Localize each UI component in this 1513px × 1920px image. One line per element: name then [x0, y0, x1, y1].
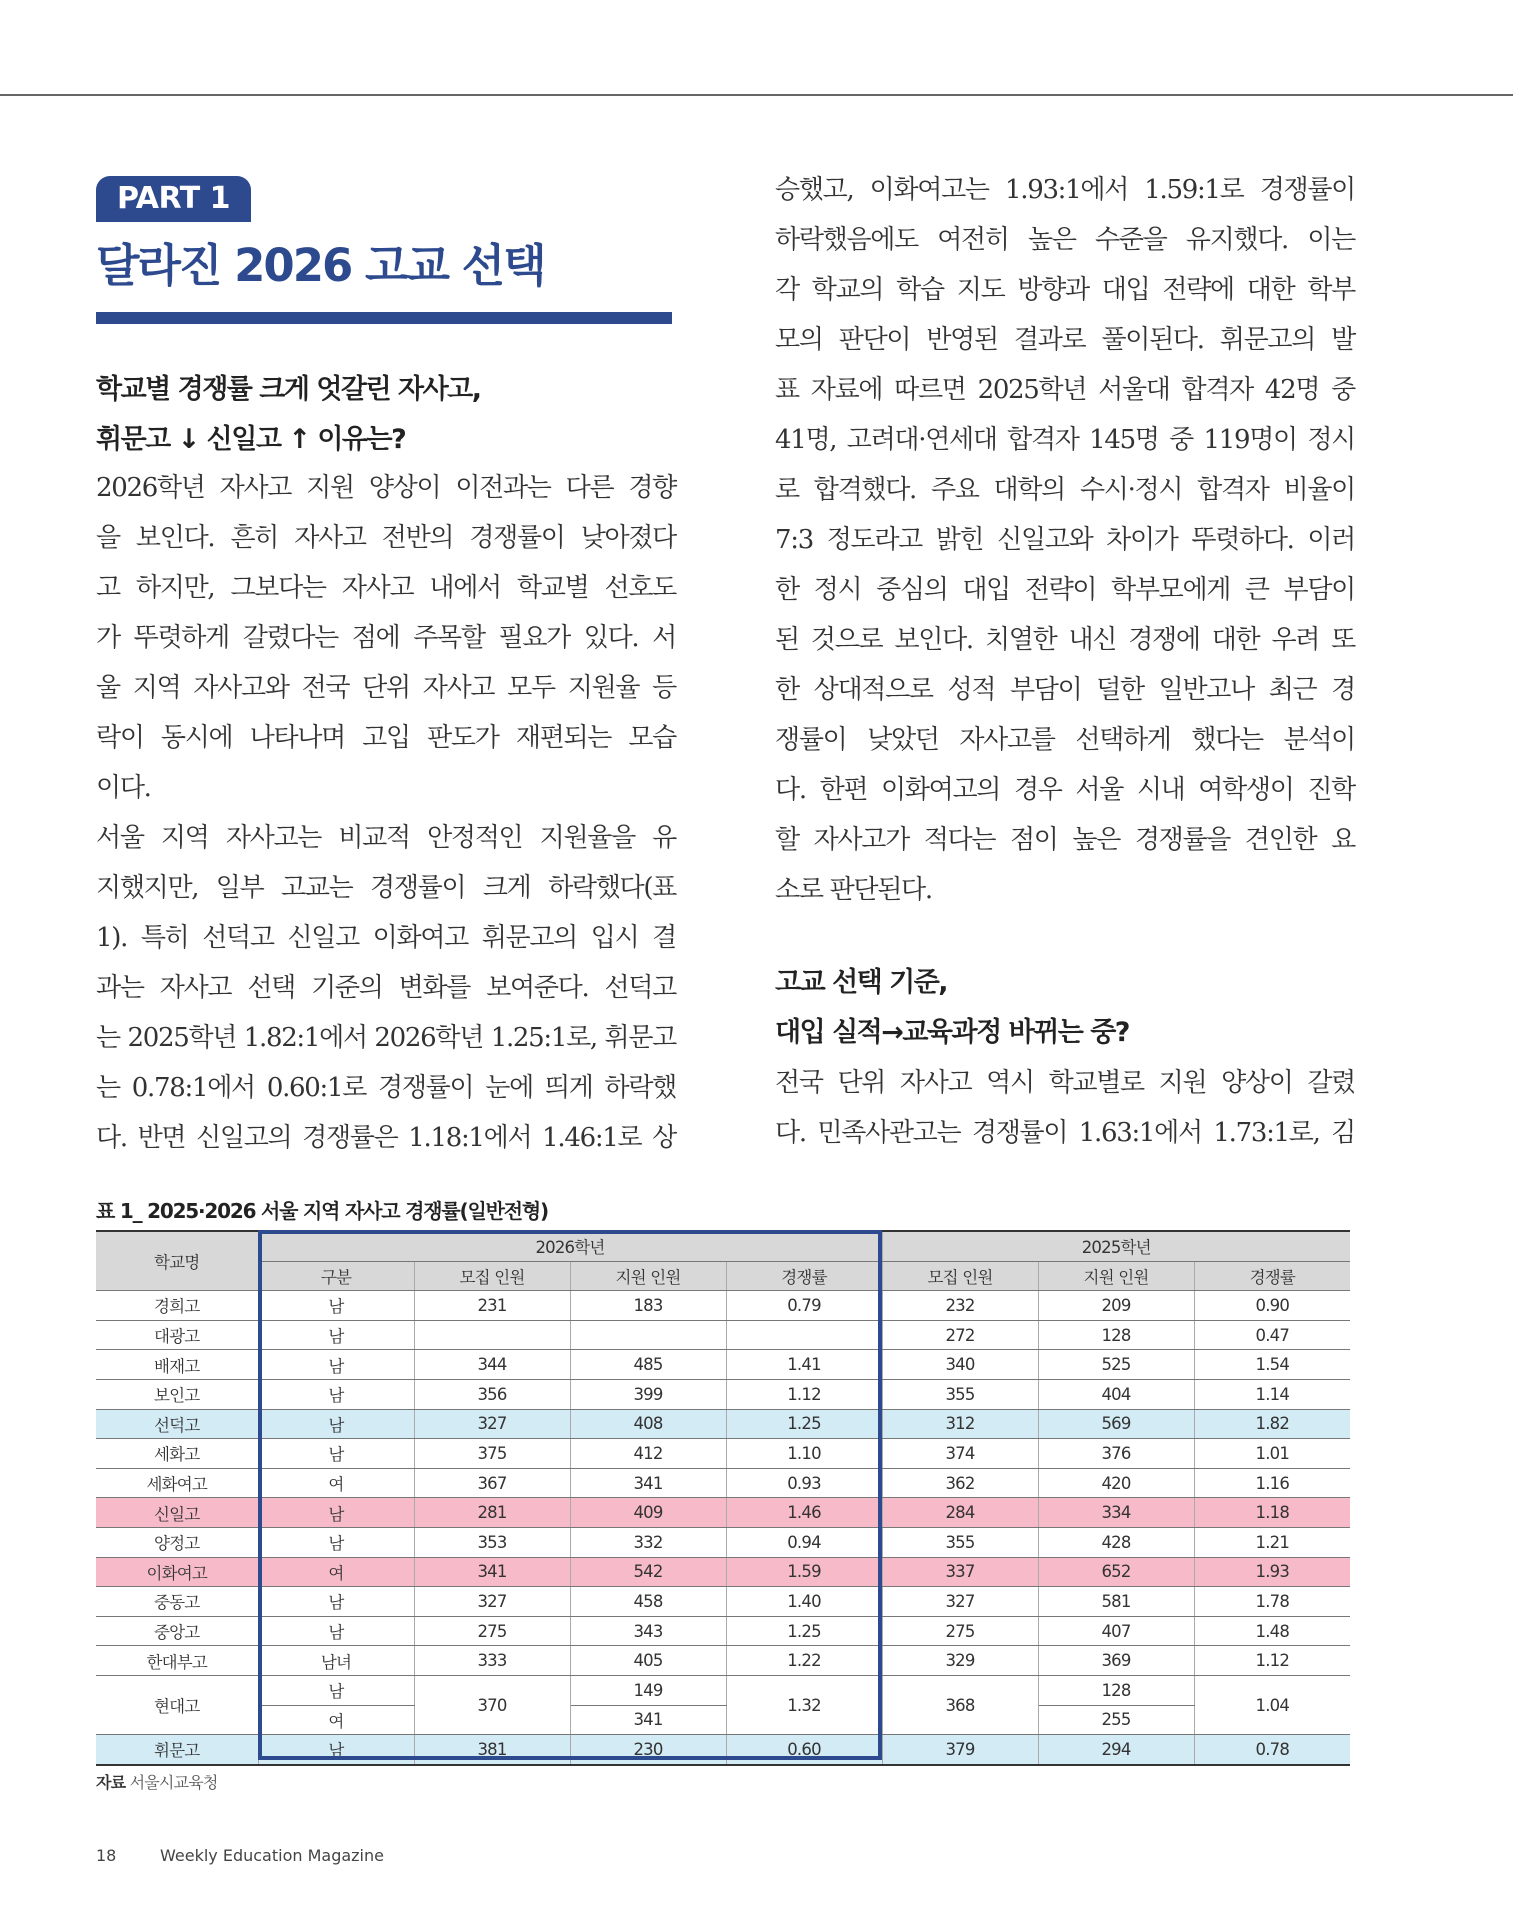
- header-ratio-2025: 경쟁률: [1194, 1261, 1350, 1291]
- section-heading: 고교 선택 기준,: [775, 967, 948, 998]
- body-line: 각 학교의 학습 지도 방향과 대입 전략에 대한 학부: [775, 275, 1355, 305]
- cell-ratio-2026: 1.46: [726, 1498, 882, 1528]
- competition-rate-table: [96, 1230, 1350, 1766]
- cell-school: 신일고: [96, 1498, 258, 1528]
- body-line: 된 것으로 보인다. 치열한 내신 경쟁에 대한 우려 또: [775, 625, 1355, 655]
- cell-applicants-2026: 343: [570, 1616, 726, 1646]
- cell-applicants-2025: 128: [1038, 1675, 1194, 1705]
- table-row: [96, 1735, 1350, 1765]
- cell-applicants-2025: 255: [1038, 1705, 1194, 1735]
- body-line: 고 하지만, 그보다는 자사고 내에서 학교별 선호도: [96, 573, 676, 603]
- cell-quota-2025: 374: [882, 1439, 1038, 1469]
- cell-applicants-2025: 294: [1038, 1735, 1194, 1765]
- cell-applicants-2025: 334: [1038, 1498, 1194, 1528]
- table-row: [96, 1350, 1350, 1380]
- table-caption: 표 1_ 2025·2026 서울 지역 자사고 경쟁률(일반전형): [96, 1199, 548, 1223]
- cell-applicants-2026: 412: [570, 1439, 726, 1469]
- body-line: 표 자료에 따르면 2025학년 서울대 합격자 42명 중: [775, 375, 1355, 405]
- cell-quota-2025: 340: [882, 1350, 1038, 1380]
- body-line: 할 자사고가 적다는 점이 높은 경쟁률을 견인한 요: [775, 825, 1355, 855]
- cell-school: 휘문고: [96, 1735, 258, 1765]
- cell-applicants-2026: 149: [570, 1675, 726, 1705]
- header-2025: 2025학년: [882, 1231, 1350, 1261]
- cell-applicants-2025: 525: [1038, 1350, 1194, 1380]
- body-line: 소로 판단된다.: [775, 875, 932, 905]
- body-line: 는 2025학년 1.82:1에서 2026학년 1.25:1로, 휘문고: [96, 1023, 676, 1053]
- table-row: [96, 1527, 1350, 1557]
- title-rule: [96, 312, 672, 324]
- cell-gender: 남녀: [258, 1646, 414, 1676]
- table-row: [96, 1409, 1350, 1439]
- table-row: [96, 1498, 1350, 1528]
- cell-ratio-2025: 1.16: [1194, 1468, 1350, 1498]
- cell-quota-2025: 327: [882, 1587, 1038, 1617]
- source-text: 서울시교육청: [129, 1773, 218, 1792]
- body-line: 한 정시 중심의 대입 전략이 학부모에게 큰 부담이: [775, 575, 1355, 605]
- cell-school: 세화여고: [96, 1468, 258, 1498]
- cell-applicants-2026: 230: [570, 1735, 726, 1765]
- table-row: [96, 1646, 1350, 1676]
- body-line: 다. 민족사관고는 경쟁률이 1.63:1에서 1.73:1로, 김: [775, 1118, 1355, 1148]
- body-line: 락이 동시에 나타나며 고입 판도가 재편되는 모습: [96, 723, 676, 753]
- table-row: [96, 1705, 1350, 1735]
- cell-gender: 남: [258, 1675, 414, 1705]
- table-row: [96, 1320, 1350, 1350]
- cell-applicants-2025: 369: [1038, 1646, 1194, 1676]
- cell-applicants-2025: 128: [1038, 1320, 1194, 1350]
- cell-ratio-2025: 1.21: [1194, 1527, 1350, 1557]
- body-line: 전국 단위 자사고 역시 학교별로 지원 양상이 갈렸: [775, 1068, 1355, 1098]
- cell-school: 배재고: [96, 1350, 258, 1380]
- cell-applicants-2026: 399: [570, 1379, 726, 1409]
- cell-applicants-2025: 209: [1038, 1291, 1194, 1321]
- table-row: [96, 1587, 1350, 1617]
- body-line: 지했지만, 일부 고교는 경쟁률이 크게 하락했다(표: [96, 873, 676, 903]
- cell-ratio-2026: 1.40: [726, 1587, 882, 1617]
- body-line: 다. 반면 신일고의 경쟁률은 1.18:1에서 1.46:1로 상: [96, 1123, 676, 1153]
- cell-quota-2026: 275: [414, 1616, 570, 1646]
- cell-quota-2026: 353: [414, 1527, 570, 1557]
- cell-applicants-2026: 458: [570, 1587, 726, 1617]
- cell-ratio-2025: 1.82: [1194, 1409, 1350, 1439]
- body-line: 1). 특히 선덕고 신일고 이화여고 휘문고의 입시 결: [96, 923, 676, 953]
- cell-ratio-2026: [726, 1320, 882, 1350]
- cell-applicants-2026: 542: [570, 1557, 726, 1587]
- cell-quota-2025: 362: [882, 1468, 1038, 1498]
- table-row: [96, 1468, 1350, 1498]
- cell-ratio-2026: 0.94: [726, 1527, 882, 1557]
- cell-ratio-2025: 1.93: [1194, 1557, 1350, 1587]
- page-title: 달라진 2026 고교 선택: [96, 239, 545, 292]
- cell-school: 선덕고: [96, 1409, 258, 1439]
- cell-quota-2025: 368: [882, 1675, 1038, 1734]
- header-applicants-2026: 지원 인원: [570, 1261, 726, 1291]
- cell-applicants-2025: 376: [1038, 1439, 1194, 1469]
- cell-quota-2026: 344: [414, 1350, 570, 1380]
- header-applicants-2025: 지원 인원: [1038, 1261, 1194, 1291]
- cell-ratio-2026: 1.32: [726, 1675, 882, 1734]
- cell-ratio-2026: 1.25: [726, 1409, 882, 1439]
- cell-gender: 남: [258, 1320, 414, 1350]
- body-line: 는 0.78:1에서 0.60:1로 경쟁률이 눈에 띄게 하락했: [96, 1073, 676, 1103]
- cell-ratio-2025: 1.14: [1194, 1379, 1350, 1409]
- cell-quota-2026: 281: [414, 1498, 570, 1528]
- cell-school: 한대부고: [96, 1646, 258, 1676]
- cell-school: 중동고: [96, 1587, 258, 1617]
- body-line: 가 뚜렷하게 갈렸다는 점에 주목할 필요가 있다. 서: [96, 623, 676, 653]
- cell-applicants-2026: 485: [570, 1350, 726, 1380]
- magazine-name: Weekly Education Magazine: [160, 1846, 384, 1865]
- cell-ratio-2025: 1.12: [1194, 1646, 1350, 1676]
- cell-quota-2025: 329: [882, 1646, 1038, 1676]
- body-line: 울 지역 자사고와 전국 단위 자사고 모두 지원율 등: [96, 673, 676, 703]
- cell-quota-2026: 381: [414, 1735, 570, 1765]
- body-line: 쟁률이 낮았던 자사고를 선택하게 했다는 분석이: [775, 725, 1355, 755]
- cell-school: 양정고: [96, 1527, 258, 1557]
- cell-school: 경희고: [96, 1291, 258, 1321]
- table-row: [96, 1379, 1350, 1409]
- cell-quota-2025: 284: [882, 1498, 1038, 1528]
- body-line: 서울 지역 자사고는 비교적 안정적인 지원율을 유: [96, 823, 676, 853]
- cell-quota-2026: 333: [414, 1646, 570, 1676]
- section-heading: 휘문고 ↓ 신일고 ↑ 이유는?: [96, 424, 406, 455]
- cell-applicants-2025: 581: [1038, 1587, 1194, 1617]
- cell-school: 보인고: [96, 1379, 258, 1409]
- cell-applicants-2025: 569: [1038, 1409, 1194, 1439]
- cell-applicants-2025: 652: [1038, 1557, 1194, 1587]
- cell-school: 대광고: [96, 1320, 258, 1350]
- cell-ratio-2026: 1.59: [726, 1557, 882, 1587]
- table-row: [96, 1439, 1350, 1469]
- cell-gender: 남: [258, 1379, 414, 1409]
- cell-school: 세화고: [96, 1439, 258, 1469]
- section-heading: 대입 실적→교육과정 바뀌는 중?: [775, 1017, 1129, 1048]
- cell-ratio-2025: 1.54: [1194, 1350, 1350, 1380]
- cell-school: 이화여고: [96, 1557, 258, 1587]
- cell-ratio-2025: 1.04: [1194, 1675, 1350, 1734]
- body-line: 을 보인다. 흔히 자사고 전반의 경쟁률이 낮아졌다: [96, 523, 676, 553]
- cell-quota-2026: 356: [414, 1379, 570, 1409]
- cell-quota-2026: 375: [414, 1439, 570, 1469]
- body-line: 7:3 정도라고 밝힌 신일고와 차이가 뚜렷하다. 이러: [775, 525, 1355, 555]
- cell-quota-2026: 327: [414, 1587, 570, 1617]
- cell-school: 중앙고: [96, 1616, 258, 1646]
- cell-applicants-2026: 183: [570, 1291, 726, 1321]
- body-line: 모의 판단이 반영된 결과로 풀이된다. 휘문고의 발: [775, 325, 1355, 355]
- cell-quota-2026: 231: [414, 1291, 570, 1321]
- header-quota-2025: 모집 인원: [882, 1261, 1038, 1291]
- cell-gender: 남: [258, 1350, 414, 1380]
- cell-applicants-2026: [570, 1320, 726, 1350]
- table-row: [96, 1675, 1350, 1705]
- cell-quota-2026: [414, 1320, 570, 1350]
- table-source: [96, 1770, 218, 1793]
- page-number: 18: [96, 1846, 117, 1865]
- cell-applicants-2026: 408: [570, 1409, 726, 1439]
- cell-ratio-2025: 1.18: [1194, 1498, 1350, 1528]
- table-row: [96, 1291, 1350, 1321]
- cell-gender: 남: [258, 1735, 414, 1765]
- top-rule: [0, 94, 1513, 96]
- cell-ratio-2026: 1.25: [726, 1616, 882, 1646]
- cell-applicants-2025: 420: [1038, 1468, 1194, 1498]
- cell-applicants-2026: 405: [570, 1646, 726, 1676]
- cell-ratio-2026: 1.22: [726, 1646, 882, 1676]
- body-line: 이다.: [96, 773, 151, 803]
- cell-ratio-2026: 0.60: [726, 1735, 882, 1765]
- cell-ratio-2025: 0.78: [1194, 1735, 1350, 1765]
- cell-quota-2025: 232: [882, 1291, 1038, 1321]
- cell-ratio-2025: 0.90: [1194, 1291, 1350, 1321]
- cell-ratio-2025: 1.01: [1194, 1439, 1350, 1469]
- cell-ratio-2026: 0.79: [726, 1291, 882, 1321]
- body-line: 승했고, 이화여고는 1.93:1에서 1.59:1로 경쟁률이: [775, 175, 1355, 205]
- cell-applicants-2025: 404: [1038, 1379, 1194, 1409]
- cell-gender: 여: [258, 1705, 414, 1735]
- cell-applicants-2025: 428: [1038, 1527, 1194, 1557]
- cell-gender: 남: [258, 1291, 414, 1321]
- cell-quota-2025: 355: [882, 1527, 1038, 1557]
- header-2026: 2026학년: [258, 1231, 882, 1261]
- cell-gender: 남: [258, 1527, 414, 1557]
- body-line: 과는 자사고 선택 기준의 변화를 보여준다. 선덕고: [96, 973, 676, 1003]
- cell-ratio-2025: 1.48: [1194, 1616, 1350, 1646]
- body-line: 다. 한편 이화여고의 경우 서울 시내 여학생이 진학: [775, 775, 1355, 805]
- cell-gender: 남: [258, 1587, 414, 1617]
- cell-applicants-2026: 409: [570, 1498, 726, 1528]
- cell-ratio-2026: 1.12: [726, 1379, 882, 1409]
- cell-applicants-2026: 341: [570, 1705, 726, 1735]
- cell-gender: 남: [258, 1409, 414, 1439]
- cell-quota-2025: 337: [882, 1557, 1038, 1587]
- cell-quota-2025: 272: [882, 1320, 1038, 1350]
- header-quota-2026: 모집 인원: [414, 1261, 570, 1291]
- page-footer: [96, 1846, 384, 1865]
- cell-school: 현대고: [96, 1675, 258, 1734]
- header-gender: 구분: [258, 1261, 414, 1291]
- source-label: 자료: [96, 1773, 126, 1792]
- cell-ratio-2026: 0.93: [726, 1468, 882, 1498]
- cell-gender: 남: [258, 1439, 414, 1469]
- cell-gender: 여: [258, 1557, 414, 1587]
- cell-ratio-2025: 0.47: [1194, 1320, 1350, 1350]
- body-line: 로 합격했다. 주요 대학의 수시·정시 합격자 비율이: [775, 475, 1355, 505]
- body-line: 41명, 고려대·연세대 합격자 145명 중 119명이 정시: [775, 425, 1355, 455]
- body-line: 하락했음에도 여전히 높은 수준을 유지했다. 이는: [775, 225, 1355, 255]
- cell-quota-2025: 355: [882, 1379, 1038, 1409]
- cell-quota-2026: 341: [414, 1557, 570, 1587]
- cell-quota-2025: 275: [882, 1616, 1038, 1646]
- cell-applicants-2026: 332: [570, 1527, 726, 1557]
- cell-quota-2025: 312: [882, 1409, 1038, 1439]
- cell-quota-2025: 379: [882, 1735, 1038, 1765]
- table-row: [96, 1557, 1350, 1587]
- cell-quota-2026: 367: [414, 1468, 570, 1498]
- cell-applicants-2025: 407: [1038, 1616, 1194, 1646]
- cell-applicants-2026: 341: [570, 1468, 726, 1498]
- cell-quota-2026: 370: [414, 1675, 570, 1734]
- cell-quota-2026: 327: [414, 1409, 570, 1439]
- cell-ratio-2026: 1.41: [726, 1350, 882, 1380]
- cell-gender: 남: [258, 1616, 414, 1646]
- body-line: 한 상대적으로 성적 부담이 덜한 일반고나 최근 경: [775, 675, 1355, 705]
- header-school: 학교명: [96, 1231, 258, 1291]
- cell-ratio-2025: 1.78: [1194, 1587, 1350, 1617]
- table-row: [96, 1616, 1350, 1646]
- part-badge: PART 1: [96, 176, 251, 222]
- cell-gender: 여: [258, 1468, 414, 1498]
- header-ratio-2026: 경쟁률: [726, 1261, 882, 1291]
- cell-ratio-2026: 1.10: [726, 1439, 882, 1469]
- cell-gender: 남: [258, 1498, 414, 1528]
- section-heading: 학교별 경쟁률 크게 엇갈린 자사고,: [96, 374, 481, 405]
- body-line: 2026학년 자사고 지원 양상이 이전과는 다른 경향: [96, 473, 676, 503]
